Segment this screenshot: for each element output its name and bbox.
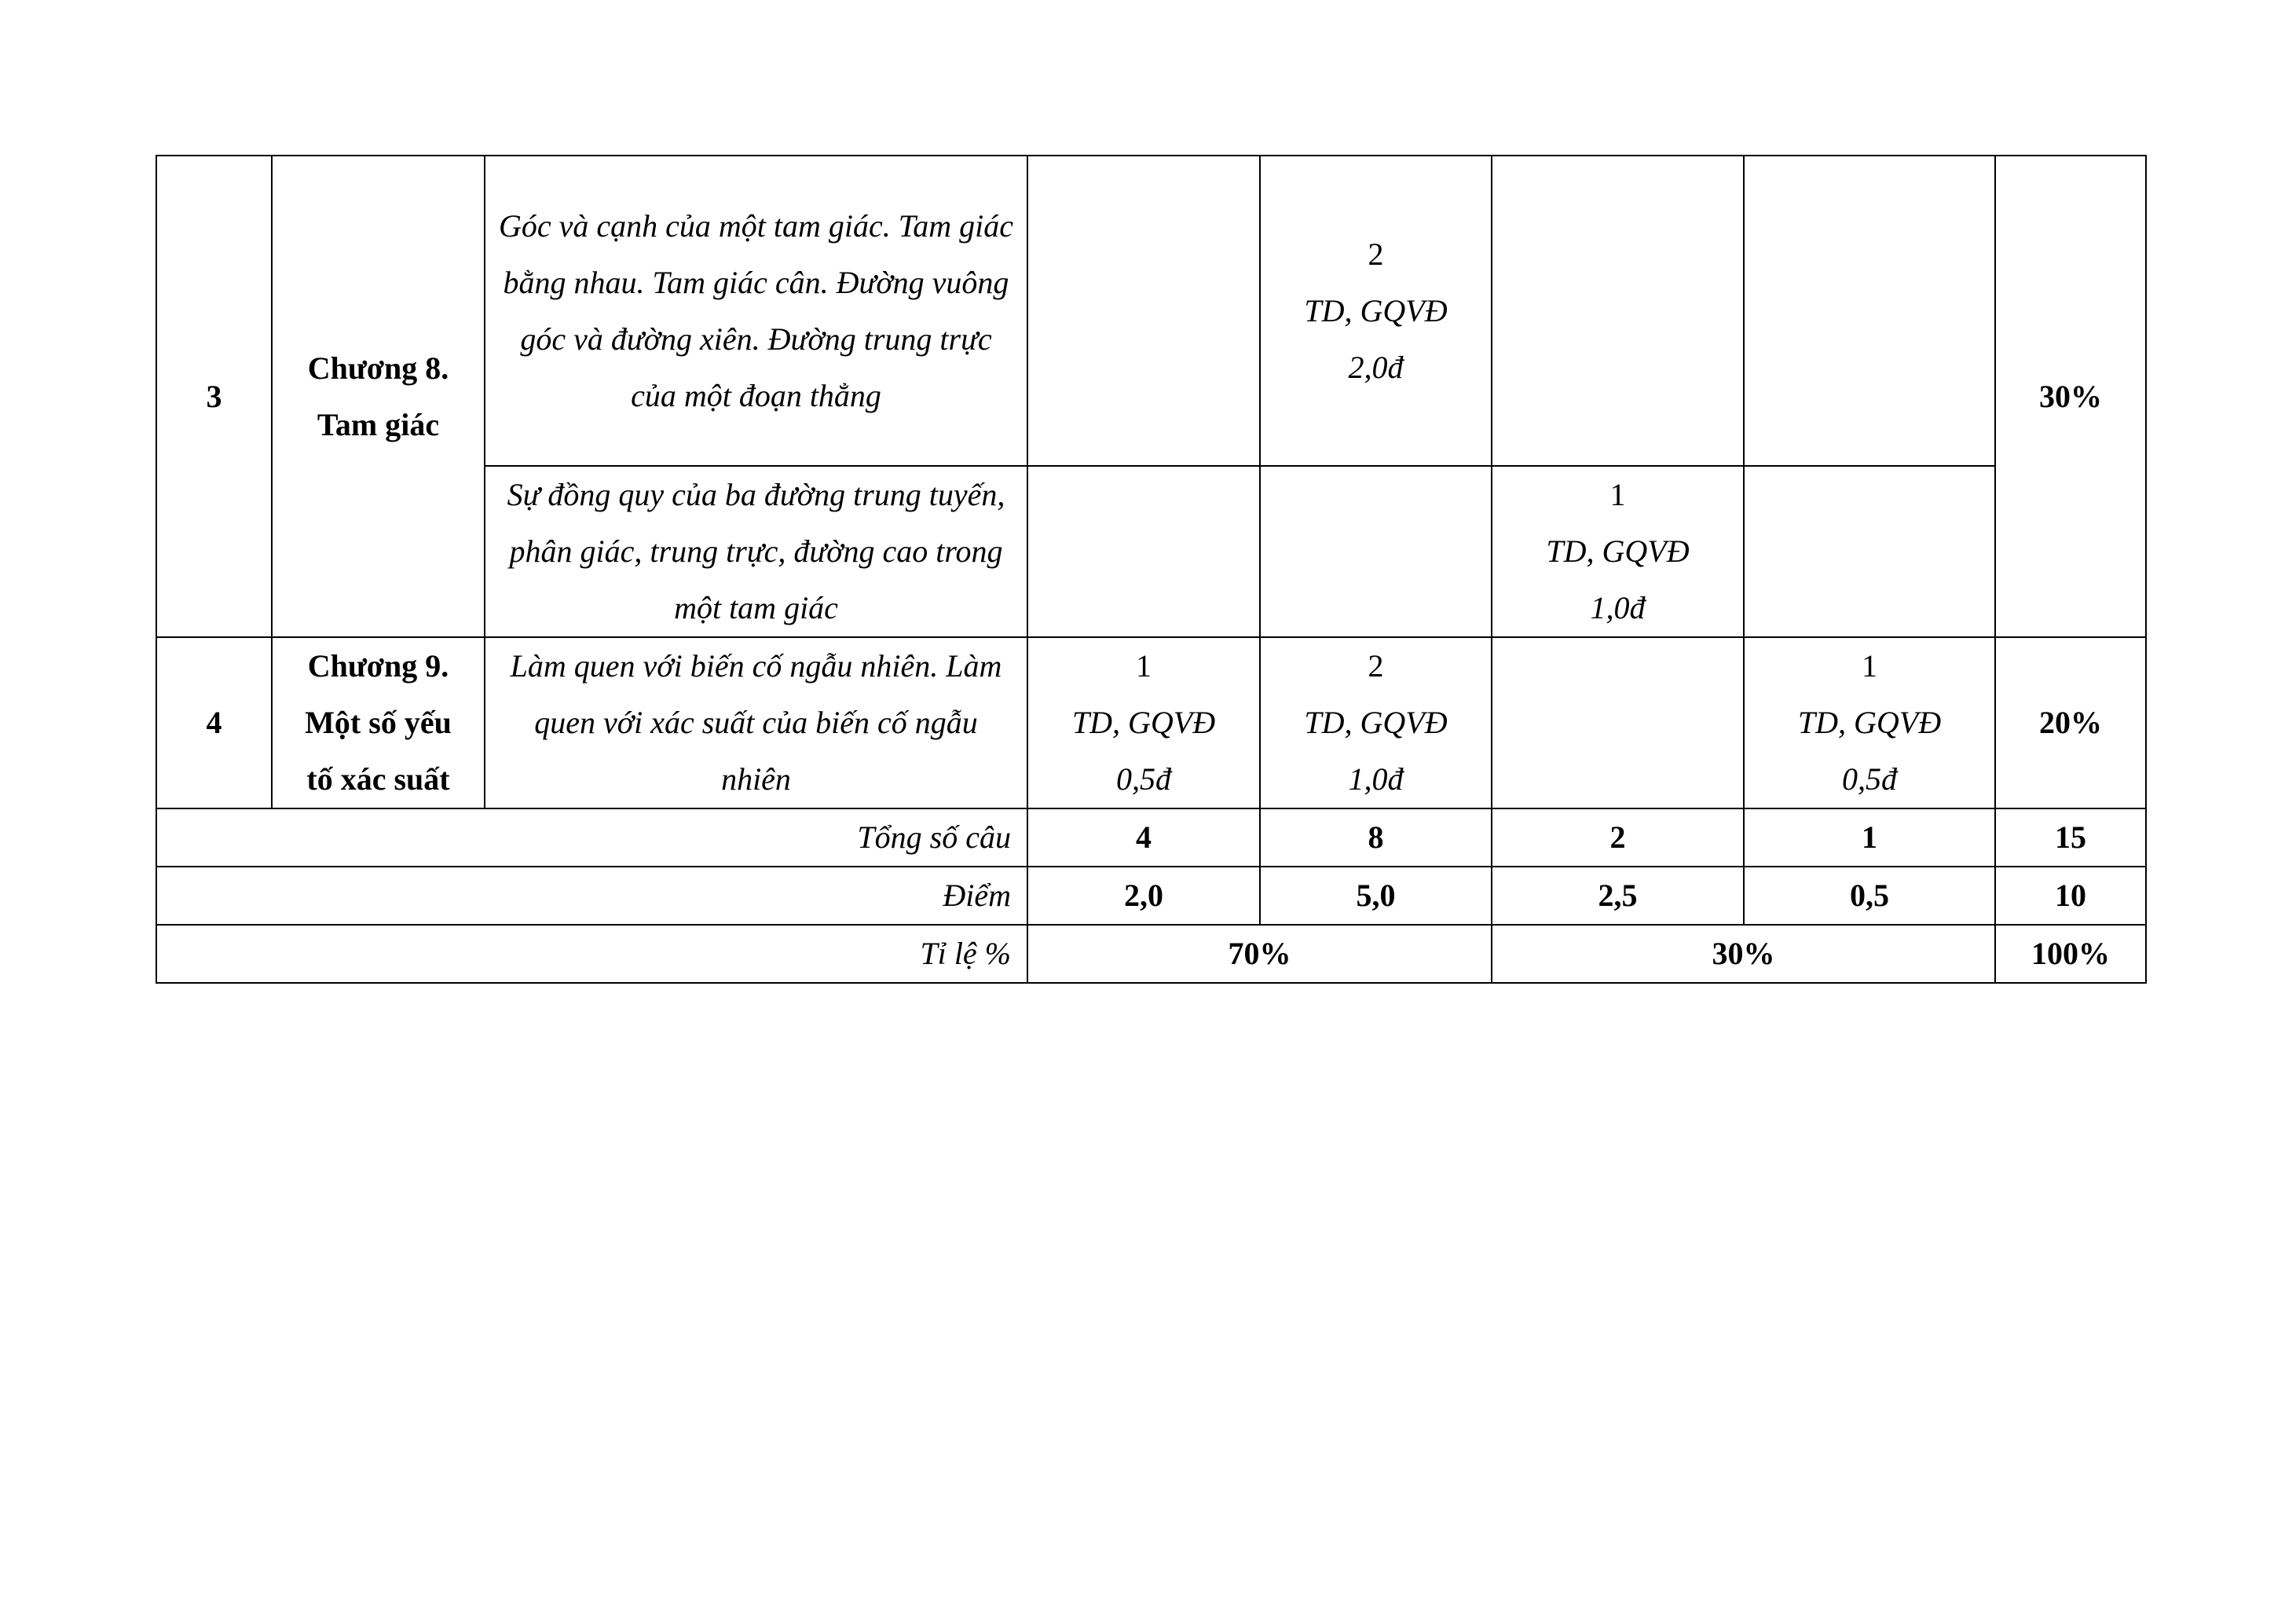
cell-nhan-biet <box>1027 156 1260 466</box>
row-number: 4 <box>156 637 272 808</box>
chapter-title: Chương 9. Một số yếu tố xác suất <box>272 637 485 808</box>
assessment-matrix-table <box>156 155 2147 984</box>
topic-content: Góc và cạnh của một tam giác. Tam giác bằng nhau. Tam giác cân. Đường vuông góc và đường xiên. Đường trung trực của một đoạn thẳng <box>485 156 1027 466</box>
cell-van-dung-cao <box>1744 466 1995 637</box>
summary-ratio-group-1: 70% <box>1027 925 1492 983</box>
summary-label: Tỉ lệ % <box>156 925 1027 983</box>
cell-van-dung: 1 TD, GQVĐ 1,0đ <box>1492 466 1744 637</box>
summary-total: 100% <box>1995 925 2146 983</box>
cell-van-dung <box>1492 637 1744 808</box>
summary-value: 8 <box>1260 808 1492 867</box>
summary-row-total-questions <box>156 808 2146 867</box>
summary-value: 2 <box>1492 808 1744 867</box>
table-row <box>156 637 2146 808</box>
cell-van-dung-cao <box>1744 156 1995 466</box>
summary-row-ratio <box>156 925 2146 983</box>
summary-value: 5,0 <box>1260 867 1492 925</box>
chapter-title: Chương 8. Tam giác <box>272 156 485 637</box>
row-number: 3 <box>156 156 272 637</box>
cell-van-dung <box>1492 156 1744 466</box>
topic-content: Sự đồng quy của ba đường trung tuyến, phân giác, trung trực, đường cao trong một tam giác <box>485 466 1027 637</box>
summary-value: 2,5 <box>1492 867 1744 925</box>
cell-van-dung-cao: 1 TD, GQVĐ 0,5đ <box>1744 637 1995 808</box>
topic-content: Làm quen với biến cố ngẫu nhiên. Làm quen với xác suất của biến cố ngẫu nhiên <box>485 637 1027 808</box>
summary-label: Điểm <box>156 867 1027 925</box>
summary-total: 15 <box>1995 808 2146 867</box>
cell-nhan-biet: 1 TD, GQVĐ 0,5đ <box>1027 637 1260 808</box>
cell-nhan-biet <box>1027 466 1260 637</box>
summary-value: 4 <box>1027 808 1260 867</box>
summary-ratio-group-2: 30% <box>1492 925 1995 983</box>
summary-value: 0,5 <box>1744 867 1995 925</box>
weight-percent: 30% <box>1995 156 2146 637</box>
cell-thong-hieu: 2 TD, GQVĐ 1,0đ <box>1260 637 1492 808</box>
summary-value: 2,0 <box>1027 867 1260 925</box>
summary-total: 10 <box>1995 867 2146 925</box>
summary-row-points <box>156 867 2146 925</box>
summary-label: Tổng số câu <box>156 808 1027 867</box>
cell-thong-hieu: 2 TD, GQVĐ 2,0đ <box>1260 156 1492 466</box>
table-row <box>156 156 2146 466</box>
cell-thong-hieu <box>1260 466 1492 637</box>
weight-percent: 20% <box>1995 637 2146 808</box>
summary-value: 1 <box>1744 808 1995 867</box>
